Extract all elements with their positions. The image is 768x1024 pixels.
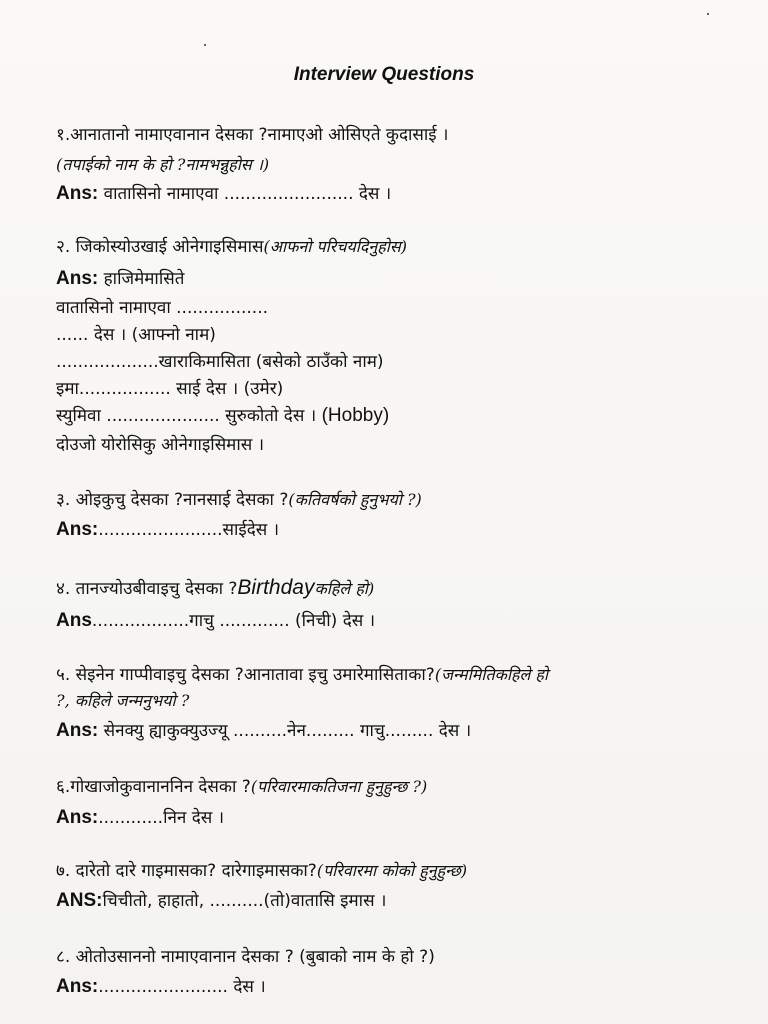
question-4-birthday: Birthday (237, 576, 315, 599)
answer-2-hobby-text: स्युमिवा ..................... सुरुकोतो देस । (56, 406, 322, 426)
question-4-translation: कहिले हो) (314, 579, 375, 598)
answer-4 (56, 610, 375, 632)
question-3 (56, 489, 422, 511)
answer-2-last-line: दोउजो योरोसिकु ओनेगाइसिमास । (56, 435, 265, 455)
question-4 (56, 577, 374, 600)
answer-3 (56, 519, 279, 541)
answer-6-text: ............निन देस । (98, 808, 225, 828)
answer-2-label: Ans: (56, 268, 99, 289)
answer-3-text: .......................साईदेस । (98, 520, 280, 540)
answer-7-text: चिचीतो, हाहातो, ..........(तो)वातासि इमास । (102, 891, 387, 911)
answer-1-text: वातासिनो नामाएवा ........................ देस । (98, 184, 392, 204)
answer-7-label: ANS: (56, 890, 103, 911)
question-2 (56, 236, 407, 258)
answer-4-text: ..................गाचु ............. (निची) देस । (91, 611, 376, 631)
question-7 (56, 860, 467, 882)
answer-2-hobby-en: (Hobby) (321, 405, 390, 426)
question-8-text: ८. ओतोउसाननो नामाएवानान देसका ? (बुबाको नाम के हो ?) (56, 947, 435, 967)
question-2-translation: (आफनो परिचयदिनुहोस) (263, 237, 407, 256)
answer-1-label: Ans: (56, 183, 99, 204)
question-5-translation: (जन्ममितिकहिले हो (434, 665, 549, 684)
answer-2-hobby (56, 405, 389, 427)
question-1-text: १.आनातानो नामाएवानान देसका ?नामाएओ ओसिएते कुदासाई । (56, 125, 449, 145)
question-7-translation: (परिवारमा कोको हुनुहुन्छ) (316, 861, 468, 880)
answer-5-text: सेनक्यु ह्याकुक्युउज्यू ..........नेन......... गाचु......... देस । (98, 721, 472, 741)
answer-8 (56, 976, 266, 998)
question-2-text: २. जिकोस्योउखाई ओनेगाइसिमास (56, 237, 264, 257)
answer-2-line-3: ...................खाराकिमासिता (बसेको ठाउँको नाम) (56, 352, 384, 372)
answer-1 (56, 183, 391, 205)
question-5-text: ५. सेइनेन गाप्पीवाइचु देसका ?आनातावा इचु उमारेमासिताका? (56, 665, 435, 685)
question-8 (56, 946, 435, 968)
question-6-text: ६.गोखाजोकुवानाननिन देसका ? (56, 777, 251, 797)
answer-2 (56, 268, 184, 290)
question-6 (56, 776, 427, 798)
answer-6-label: Ans: (56, 807, 99, 828)
answer-2-line-4: इमा................. साई देस । (उमेर) (56, 379, 284, 399)
answer-6 (56, 807, 224, 829)
answer-4-label: Ans (56, 610, 92, 631)
answer-5 (56, 720, 471, 742)
answer-2-line-1: वातासिनो नामाएवा ................. (56, 298, 269, 318)
question-1 (56, 124, 449, 146)
question-5-translation-2: ?, कहिले जन्मनुभयो ? (56, 691, 190, 710)
question-4-text: ४. तानज्योउबीवाइचु देसका ? (56, 579, 238, 599)
answer-3-label: Ans: (56, 519, 99, 540)
answer-2-line-2: ...... देस । (आफ्नो नाम) (56, 325, 216, 345)
question-3-text: ३. ओइकुचु देसका ?नानसाई देसका ? (56, 490, 289, 510)
question-1-translation: (तपाईको नाम के हो ?नामभन्नुहोस ।) (56, 155, 270, 174)
question-5 (56, 664, 548, 686)
answer-2-text: हाजिमेमासिते (98, 269, 185, 289)
answer-8-text: ........................ देस । (98, 977, 266, 997)
scan-speck (707, 13, 709, 15)
page-title: Interview Questions (293, 64, 475, 85)
answer-7 (56, 890, 386, 912)
scan-speck (204, 44, 206, 46)
answer-8-label: Ans: (56, 976, 99, 997)
question-3-translation: (कतिवर्षको हुनुभयो ?) (288, 490, 422, 509)
answer-5-label: Ans: (56, 720, 99, 741)
question-6-translation: (परिवारमाकतिजना हुनुहुन्छ ?) (250, 777, 428, 796)
question-7-text: ७. दारेतो दारे गाइमासका? दारेगाइमासका? (56, 861, 317, 881)
